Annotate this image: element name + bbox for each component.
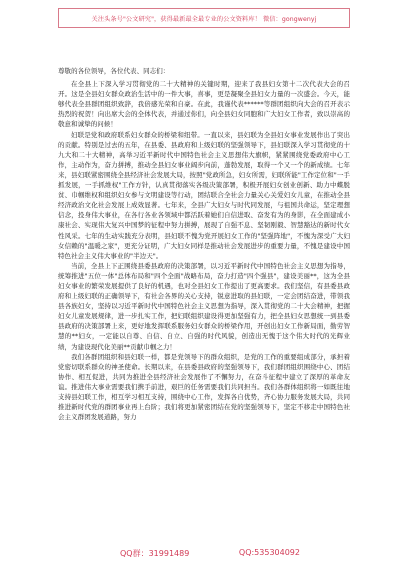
watermark-banner [58,8,350,28]
contact-footer [120,548,300,559]
banner-text: 关注头条号"公文研究"，获得最新最全最专业的公文资料库！ 微信：gongwenyj [91,15,317,23]
qq-text: QQ:535304092 [238,548,300,557]
speech-body [58,66,350,422]
paragraph-3: 当前，全县上下正围绕县委县政府的决策部署，以习近平新时代中国特色社会主义思想为指导，统筹推进"五位一体"总体布局和"四个全面"战略布局，奋力打造"四个强县"，建设美丽**，这为全县妇女事业的繁荣发展提供了良好的机遇，也对全县妇女工作提出了更高要求。我们坚信，有县委县政府和上级妇联的正确领导下，有社会各界的关心支持，锐意进取的县妇联，一定会团结奋进，带领我县各族妇女，坚持以习近平新时代中国特色社会主义思想为指导，深入贯彻党的二十大会精神，把握妇女儿童发展规律，进一步扎实工作，把妇联组织建设得更加坚强有力，把全县妇女思想统一到县委县政府的决策部署上来，更好地发挥联系服务妇女群众的桥梁作用，开创出妇女工作新局面，勤劳智慧的**妇女，一定能以自尊、自信、自立、自强的时代风貌，创造出无愧于这个伟大时代的光辉业绩，为建设现代化美丽**贡献巾帼之力！ [58,261,350,351]
paragraph-4: 我们各群团组织和县妇联一样，都是党领导下的群众组织，是党的工作的重要组成部分，承担着党密切联系群众的神圣使命。长期以来，在县委县政府的坚强领导下，我们群团组织围绕中心、团结协作、相互促进，共同为推进全县经济社会发展作了不懈努力，在奋斗征程中建立了深厚的革命友谊。推进伟大事业需要我们携手前进，艰巨的任务需要我们共同担当。我们各群体组织将一如既往地支持县妇联工作，相互学习相互支持，围绕中心工作，发挥各自优势，齐心协力服务发展大局，共同推进新时代党的群团事业再上台阶；我们将更加紧密团结在党的坚强领导下，坚定不移走中国特色社会主义群团发展道路，努力 [58,352,350,422]
greeting-line: 尊敬的各位领导，各位代表、同志们： [58,67,170,75]
qq-group-text: QQ群：31991489 [120,549,190,558]
paragraph-1: 在全县上下深入学习贯彻党的二十大精神的关键时期，迎来了我县妇女第十二次代表大会的召开。这是全县妇女群众政治生活中的一件大事，喜事，更是凝聚全县妇女力量的一次盛会。今天，能够代表全县群团组织致辞，我倍感光荣和自豪。在此，我谨代表******等群团组织向大会的召开表示热烈的祝贺！向出席大会的全体代表，并通过你们，向全县妇女同胞和广大妇女工作者，致以崇高的敬意和诚挚的问候！ [58,80,350,129]
paragraph-2: 妇联是党和政府联系妇女群众的桥梁和纽带。一直以来，县妇联为全县妇女事业发展作出了突出的贡献。特别是过去的五年，在县委、县政府和上级妇联的坚强领导下，县妇联深入学习贯彻党的十九大和二十大精神，高举习近平新时代中国特色社会主义思想伟大旗帜，紧紧围绕党委政府中心工作，主动作为，奋力拼搏，推动全县妇女事业阔步向前，蓬勃发展，取得一个又一个的新成绩。七年来，县妇联紧密围绕全县经济社会发展大局，按照"党政所急，妇女所需，妇联所能"工作定位和"一手抓发展，一手抓维权"工作方针，认真贯彻落实各级决策部署，积极开展妇女创业创新、助力中蝶脱贫、巾帼维权和组织妇女参与文明建设等行动，团结联合全社会力量关心关爱妇女儿童，在推动全县经济政治文化社会发展上成效显著。七年来，全县广大妇女与时代同发展，与祖国共命运，坚定理想信念，投身伟大事业，在各行各业各领域中都活跃着她们自信进取、奋发有为的身影，在全面建成小康社会、实现伟大复兴中国梦的征程中努力拼搏，展现了自强不息、坚韧刚毅、智慧豁达的新时代女性风采。七年的生动实践充分表明，县妇联不愧为党开展妇女工作的"坚强阵地"，不愧为深受广大妇女信赖的"温暖之家"，更充分证明，广大妇女同样是推动社会发展进步的重要力量，不愧是建设中国特色社会主义伟大事业的"半边天"。 [58,130,350,260]
